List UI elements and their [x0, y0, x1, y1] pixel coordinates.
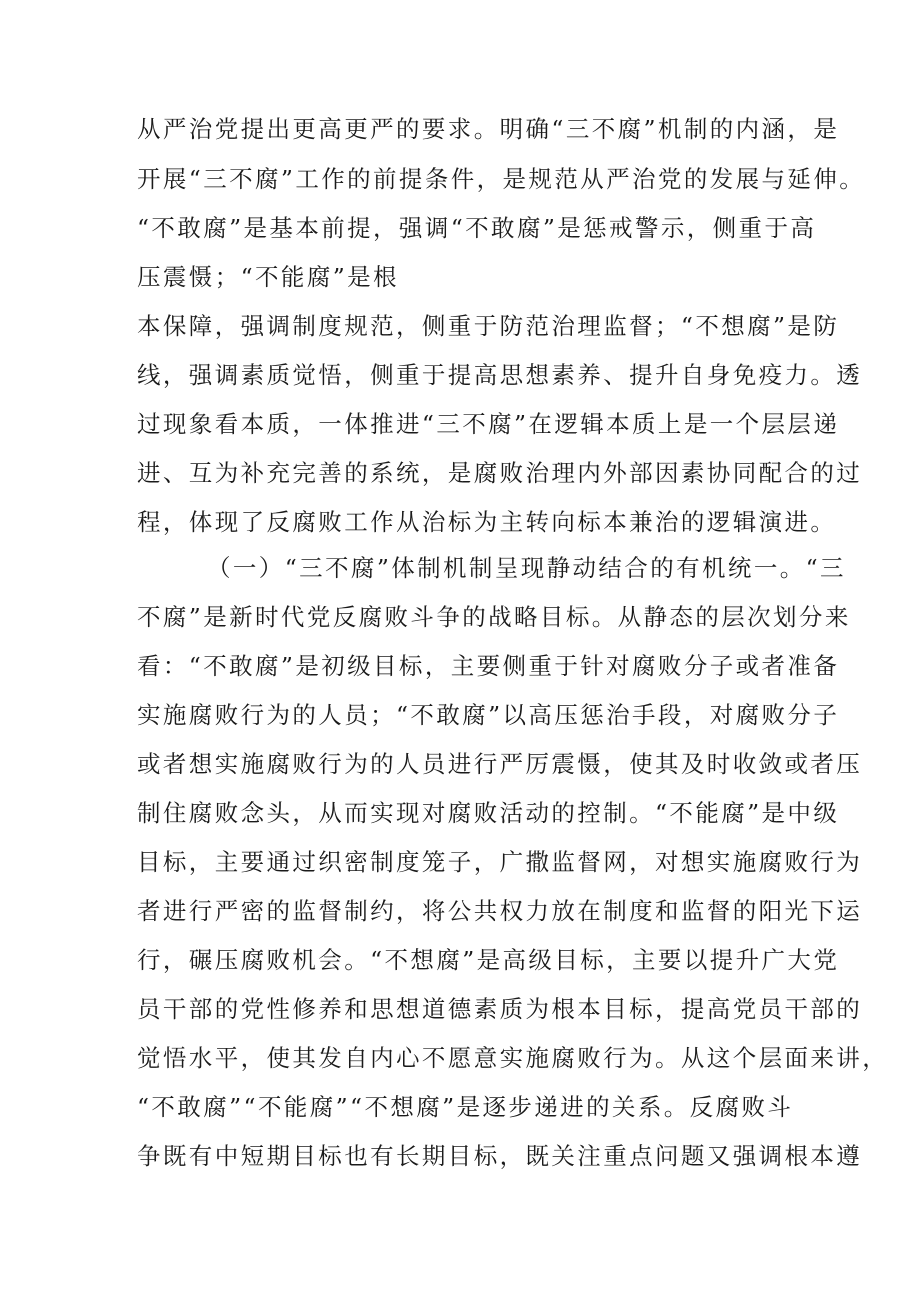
text-line: 不腐”是新时代党反腐败斗争的战略目标。从静态的层次划分来	[137, 603, 851, 631]
text-line: “不敢腐”“不能腐”“不想腐”是逐步递进的关系。反腐败斗	[137, 1093, 794, 1121]
text-line: 过现象看本质，一体推进“三不腐”在逻辑本质上是一个层层递	[137, 410, 840, 438]
text-line: 程，体现了反腐败工作从治标为主转向标本兼治的逻辑演进。	[137, 508, 837, 536]
paragraph-heading-line: （一）“三不腐”体制机制呈现静动结合的有机统一。“三	[207, 554, 846, 582]
text-line: 觉悟水平，使其发自内心不愿意实施腐败行为。从这个层面来讲，	[137, 1044, 889, 1072]
text-line: 开展“三不腐”工作的前提条件，是规范从严治党的发展与延伸。	[137, 165, 866, 193]
text-line: 目标，主要通过织密制度笼子，广撒监督网，对想实施腐败行为	[137, 848, 863, 876]
text-line: 进、互为补充完善的系统，是腐败治理内外部因素协同配合的过	[137, 459, 863, 487]
text-line: 争既有中短期目标也有长期目标，既关注重点问题又强调根本遵	[137, 1142, 863, 1170]
text-line: 实施腐败行为的人员；“不敢腐”以高压惩治手段，对腐败分子	[137, 701, 840, 729]
text-line: 员干部的党性修养和思想道德素质为根本目标，提高党员干部的	[137, 995, 863, 1023]
text-line: “不敢腐”是基本前提，强调“不敢腐”是惩戒警示，侧重于高	[137, 214, 817, 242]
text-line: 线，强调素质觉悟，侧重于提高思想素养、提升自身免疫力。透	[137, 361, 863, 389]
text-line: 压震慑；“不能腐”是根	[137, 263, 399, 291]
text-line: 者进行严密的监督制约，将公共权力放在制度和监督的阳光下运	[137, 897, 863, 925]
text-line: 行，碾压腐败机会。“不想腐”是高级目标，主要以提升广大党	[137, 946, 840, 974]
text-line: 从严治党提出更高更严的要求。明确“三不腐”机制的内涵，是	[137, 115, 840, 143]
text-line: 本保障，强调制度规范，侧重于防范治理监督；“不想腐”是防	[137, 312, 840, 340]
text-line: 制住腐败念头，从而实现对腐败活动的控制。“不能腐”是中级	[137, 799, 840, 827]
text-line: 看：“不敢腐”是初级目标，主要侧重于针对腐败分子或者准备	[137, 652, 840, 680]
text-line: 或者想实施腐败行为的人员进行严厉震慑，使其及时收敛或者压	[137, 750, 863, 778]
